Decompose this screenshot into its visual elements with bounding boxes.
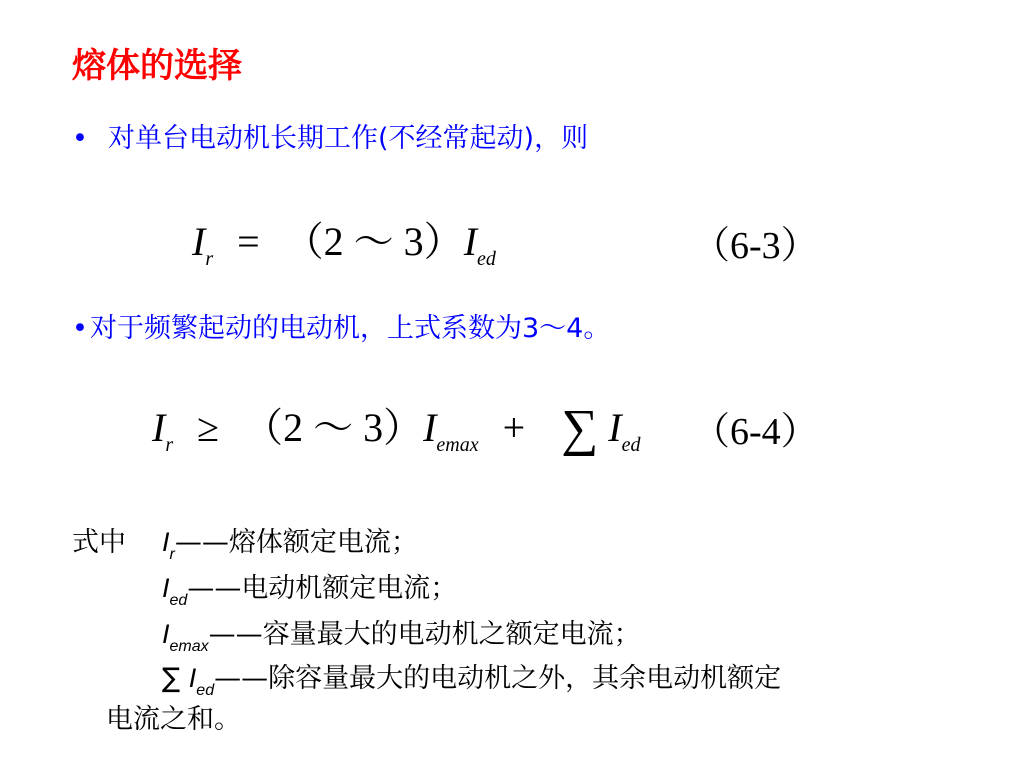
formula-symbol: I: [423, 405, 437, 450]
equation-number-6-3: （6-3）: [692, 225, 819, 267]
formula-subscript: emax: [436, 434, 479, 456]
bullet-frequent-start: [72, 306, 610, 345]
def-symbol: I: [188, 663, 197, 693]
def-description: ——除容量最大的电动机之外，其余电动机额定: [214, 663, 782, 694]
formula-symbol: I: [152, 405, 166, 450]
def-subscript: ed: [196, 682, 215, 699]
formula-symbol: I: [463, 219, 478, 264]
formula-operator: ≥: [197, 405, 220, 450]
formula-symbol: I: [608, 405, 622, 450]
slide-title: 熔体的选择: [72, 46, 242, 86]
definition-row-ir: [72, 520, 418, 564]
definition-row-ied: [162, 566, 457, 610]
formula-6-4: [152, 396, 640, 458]
formula-plus: +: [502, 405, 526, 450]
def-symbol: I: [162, 619, 170, 649]
definition-row-iemax: [162, 612, 641, 656]
bullet-dot: •: [72, 123, 88, 154]
equation-number-6-4: （6-4）: [692, 411, 819, 453]
formula-subscript: r: [165, 434, 174, 456]
bullet-dot: •: [72, 313, 88, 344]
formula-coefficient: （2 ～ 3）: [243, 405, 424, 450]
bullet-text: 对于频繁起动的电动机，上式系数为3～4。: [90, 313, 611, 344]
formula-subscript: ed: [477, 248, 496, 270]
formula-symbol: I: [192, 219, 206, 264]
def-subscript: emax: [169, 638, 209, 655]
def-symbol: I: [162, 527, 170, 557]
def-subscript: r: [169, 546, 175, 563]
sigma-symbol: ∑: [561, 400, 599, 457]
formula-operator: =: [237, 219, 260, 264]
bullet-text: 对单台电动机长期工作(不经常起动)，则: [108, 123, 589, 154]
definition-row-sum-ied: [162, 656, 781, 700]
def-prefix: ∑: [162, 663, 189, 694]
formula-subscript: r: [205, 248, 214, 270]
def-description: ——电动机额定电流；: [187, 573, 458, 604]
def-description: ——容量最大的电动机之额定电流；: [208, 619, 641, 650]
formula-subscript: ed: [621, 434, 641, 456]
formula-coefficient: （2 ～ 3）: [283, 219, 464, 264]
where-lead: 式中: [72, 527, 126, 558]
definition-continuation: 电流之和。: [106, 704, 241, 735]
formula-6-3: [192, 210, 496, 271]
def-subscript: ed: [169, 592, 188, 609]
bullet-single-motor: [72, 116, 588, 155]
def-description: ——熔体额定电流；: [174, 527, 418, 558]
def-symbol: I: [162, 573, 170, 603]
